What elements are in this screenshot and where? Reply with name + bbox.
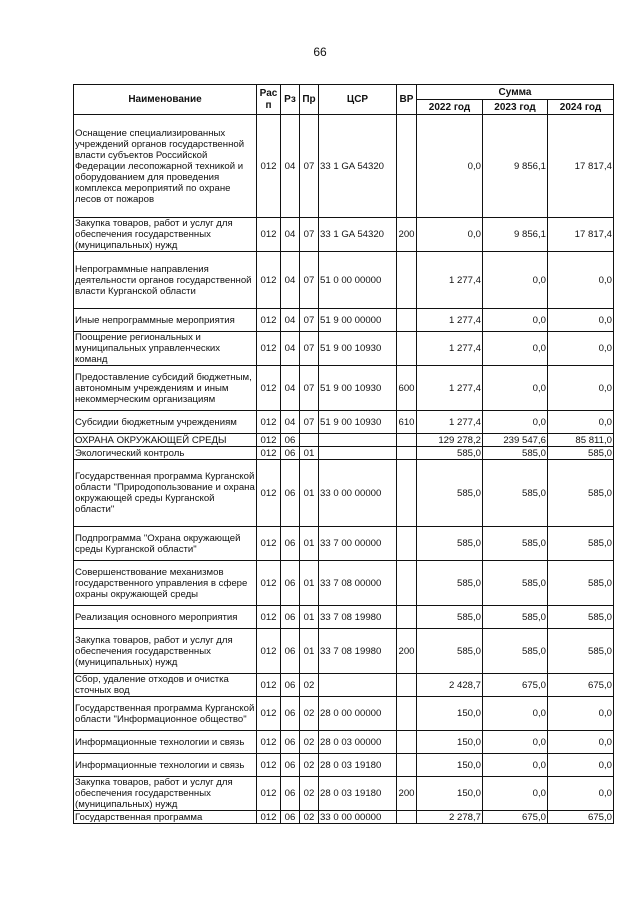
row-sum-2024: 0,0 xyxy=(548,366,614,411)
row-sum-2023: 239 547,6 xyxy=(483,434,548,447)
row-sum-2022: 2 278,7 xyxy=(417,811,483,824)
row-vr: 610 xyxy=(397,411,417,434)
row-vr xyxy=(397,674,417,697)
row-name: Государственная программа Курганской области "Природопользование и охрана окружающей среды Курганской области" xyxy=(74,460,257,527)
row-sum-2024: 17 817,4 xyxy=(548,115,614,218)
row-name: Информационные технологии и связь xyxy=(74,754,257,777)
row-rasp: 012 xyxy=(257,434,281,447)
row-name: Непрограммные направления деятельности органов государственной власти Курганской области xyxy=(74,252,257,309)
row-rz: 06 xyxy=(281,606,300,629)
row-csr: 28 0 03 00000 xyxy=(319,731,397,754)
row-pr: 07 xyxy=(300,309,319,332)
row-csr: 51 9 00 10930 xyxy=(319,332,397,366)
row-rz: 06 xyxy=(281,811,300,824)
row-sum-2022: 585,0 xyxy=(417,447,483,460)
row-vr xyxy=(397,434,417,447)
row-rz: 04 xyxy=(281,309,300,332)
row-sum-2022: 150,0 xyxy=(417,777,483,811)
header-pr: Пр xyxy=(300,85,319,115)
header-rasp-bottom: п xyxy=(265,99,272,111)
row-rasp: 012 xyxy=(257,309,281,332)
row-sum-2024: 85 811,0 xyxy=(548,434,614,447)
row-csr: 33 1 GA 54320 xyxy=(319,218,397,252)
row-vr xyxy=(397,460,417,527)
header-csr: ЦСР xyxy=(319,85,397,115)
header-rasp-top: Рас xyxy=(259,87,278,99)
row-sum-2024: 585,0 xyxy=(548,561,614,606)
row-name: Сбор, удаление отходов и очистка сточных вод xyxy=(74,674,257,697)
row-vr xyxy=(397,811,417,824)
row-vr xyxy=(397,527,417,561)
row-sum-2023: 675,0 xyxy=(483,811,548,824)
table-row xyxy=(74,309,614,332)
row-sum-2023: 585,0 xyxy=(483,606,548,629)
row-sum-2023: 0,0 xyxy=(483,731,548,754)
row-sum-2022: 150,0 xyxy=(417,697,483,731)
row-name: Информационные технологии и связь xyxy=(74,731,257,754)
table-header xyxy=(74,85,614,115)
row-name: Государственная программа Курганской области "Информационное общество" xyxy=(74,697,257,731)
row-rasp: 012 xyxy=(257,606,281,629)
row-sum-2024: 675,0 xyxy=(548,811,614,824)
header-rasp xyxy=(257,85,281,115)
row-sum-2022: 1 277,4 xyxy=(417,332,483,366)
row-rz: 06 xyxy=(281,777,300,811)
row-sum-2024: 0,0 xyxy=(548,697,614,731)
row-vr: 200 xyxy=(397,777,417,811)
row-csr: 51 9 00 10930 xyxy=(319,411,397,434)
row-rz: 04 xyxy=(281,252,300,309)
row-sum-2024: 0,0 xyxy=(548,252,614,309)
table-row xyxy=(74,366,614,411)
row-sum-2023: 0,0 xyxy=(483,697,548,731)
row-pr: 07 xyxy=(300,218,319,252)
row-sum-2023: 585,0 xyxy=(483,561,548,606)
row-pr: 02 xyxy=(300,754,319,777)
row-csr: 28 0 03 19180 xyxy=(319,777,397,811)
row-sum-2022: 585,0 xyxy=(417,460,483,527)
row-rasp: 012 xyxy=(257,811,281,824)
row-sum-2024: 0,0 xyxy=(548,332,614,366)
table-row xyxy=(74,527,614,561)
row-sum-2023: 9 856,1 xyxy=(483,218,548,252)
table-row xyxy=(74,629,614,674)
row-rz: 04 xyxy=(281,411,300,434)
row-sum-2024: 0,0 xyxy=(548,777,614,811)
row-csr: 28 0 00 00000 xyxy=(319,697,397,731)
row-pr: 01 xyxy=(300,527,319,561)
budget-table xyxy=(73,84,614,824)
table-row xyxy=(74,411,614,434)
row-name: Иные непрограммные мероприятия xyxy=(74,309,257,332)
row-pr: 01 xyxy=(300,460,319,527)
row-name: ОХРАНА ОКРУЖАЮЩЕЙ СРЕДЫ xyxy=(74,434,257,447)
header-name: Наименование xyxy=(74,85,257,115)
table-row xyxy=(74,561,614,606)
row-rasp: 012 xyxy=(257,332,281,366)
row-sum-2023: 585,0 xyxy=(483,447,548,460)
row-pr: 07 xyxy=(300,366,319,411)
row-sum-2023: 0,0 xyxy=(483,309,548,332)
row-csr: 33 7 08 19980 xyxy=(319,629,397,674)
row-pr: 01 xyxy=(300,629,319,674)
row-sum-2023: 9 856,1 xyxy=(483,115,548,218)
table-row xyxy=(74,731,614,754)
row-pr: 02 xyxy=(300,811,319,824)
row-rz: 06 xyxy=(281,434,300,447)
header-rz: Рз xyxy=(281,85,300,115)
row-pr: 02 xyxy=(300,777,319,811)
row-rz: 04 xyxy=(281,115,300,218)
row-sum-2022: 585,0 xyxy=(417,527,483,561)
row-name: Совершенствование механизмов государственного управления в сфере охраны окружающей среды xyxy=(74,561,257,606)
row-vr: 600 xyxy=(397,366,417,411)
row-pr xyxy=(300,434,319,447)
row-csr: 33 0 00 00000 xyxy=(319,460,397,527)
row-vr xyxy=(397,309,417,332)
row-sum-2023: 585,0 xyxy=(483,527,548,561)
table-row xyxy=(74,447,614,460)
row-sum-2023: 0,0 xyxy=(483,754,548,777)
row-csr: 33 7 08 00000 xyxy=(319,561,397,606)
row-csr: 33 0 00 00000 xyxy=(319,811,397,824)
row-rasp: 012 xyxy=(257,411,281,434)
row-vr xyxy=(397,447,417,460)
row-name: Предоставление субсидий бюджетным, автономным учреждениям и иным некоммерческим организациям xyxy=(74,366,257,411)
row-rasp: 012 xyxy=(257,447,281,460)
table-row xyxy=(74,777,614,811)
row-sum-2024: 585,0 xyxy=(548,629,614,674)
row-sum-2022: 1 277,4 xyxy=(417,366,483,411)
row-rasp: 012 xyxy=(257,527,281,561)
row-rz: 06 xyxy=(281,629,300,674)
row-sum-2022: 585,0 xyxy=(417,629,483,674)
row-csr: 33 7 08 19980 xyxy=(319,606,397,629)
row-sum-2022: 1 277,4 xyxy=(417,411,483,434)
row-vr xyxy=(397,332,417,366)
header-2023: 2023 год xyxy=(483,100,548,115)
row-pr: 07 xyxy=(300,411,319,434)
table-row xyxy=(74,252,614,309)
row-pr: 07 xyxy=(300,115,319,218)
row-vr xyxy=(397,697,417,731)
row-sum-2024: 585,0 xyxy=(548,460,614,527)
row-rz: 06 xyxy=(281,674,300,697)
row-name: Субсидии бюджетным учреждениям xyxy=(74,411,257,434)
row-sum-2024: 0,0 xyxy=(548,309,614,332)
row-sum-2022: 150,0 xyxy=(417,731,483,754)
row-vr xyxy=(397,561,417,606)
row-rz: 06 xyxy=(281,527,300,561)
row-rasp: 012 xyxy=(257,629,281,674)
table-row xyxy=(74,674,614,697)
table-row xyxy=(74,754,614,777)
row-rz: 06 xyxy=(281,447,300,460)
row-sum-2024: 585,0 xyxy=(548,447,614,460)
row-rz: 04 xyxy=(281,218,300,252)
row-pr: 01 xyxy=(300,606,319,629)
row-sum-2022: 585,0 xyxy=(417,606,483,629)
row-vr xyxy=(397,754,417,777)
row-sum-2022: 585,0 xyxy=(417,561,483,606)
row-rasp: 012 xyxy=(257,674,281,697)
row-sum-2023: 585,0 xyxy=(483,629,548,674)
row-rasp: 012 xyxy=(257,115,281,218)
table-row xyxy=(74,434,614,447)
row-name: Поощрение региональных и муниципальных управленческих команд xyxy=(74,332,257,366)
table-row xyxy=(74,460,614,527)
page-number: 66 xyxy=(313,45,327,59)
row-rz: 06 xyxy=(281,697,300,731)
row-rz: 04 xyxy=(281,332,300,366)
row-csr: 51 0 00 00000 xyxy=(319,252,397,309)
row-sum-2024: 0,0 xyxy=(548,411,614,434)
row-vr: 200 xyxy=(397,218,417,252)
row-name: Подпрограмма "Охрана окружающей среды Курганской области" xyxy=(74,527,257,561)
row-csr xyxy=(319,434,397,447)
row-sum-2022: 2 428,7 xyxy=(417,674,483,697)
row-pr: 01 xyxy=(300,447,319,460)
row-vr xyxy=(397,606,417,629)
row-rasp: 012 xyxy=(257,252,281,309)
row-rasp: 012 xyxy=(257,777,281,811)
row-sum-2024: 17 817,4 xyxy=(548,218,614,252)
row-sum-2023: 0,0 xyxy=(483,366,548,411)
row-rasp: 012 xyxy=(257,754,281,777)
row-vr: 200 xyxy=(397,629,417,674)
row-name: Государственная программа xyxy=(74,811,257,824)
row-rasp: 012 xyxy=(257,460,281,527)
table-row xyxy=(74,697,614,731)
row-pr: 07 xyxy=(300,332,319,366)
row-rasp: 012 xyxy=(257,697,281,731)
row-pr: 02 xyxy=(300,697,319,731)
row-name: Оснащение специализированных учреждений органов государственной власти субъектов Российской Федерации лесопожарной техникой и оборудованием для проведения комплекса мероприятий по охране лесов от пожаров xyxy=(74,115,257,218)
table-row xyxy=(74,811,614,824)
row-csr: 51 9 00 10930 xyxy=(319,366,397,411)
row-vr xyxy=(397,731,417,754)
row-rz: 06 xyxy=(281,561,300,606)
table-row xyxy=(74,115,614,218)
row-rasp: 012 xyxy=(257,218,281,252)
row-rz: 04 xyxy=(281,366,300,411)
row-csr xyxy=(319,447,397,460)
row-name: Закупка товаров, работ и услуг для обеспечения государственных (муниципальных) нужд xyxy=(74,777,257,811)
row-sum-2024: 675,0 xyxy=(548,674,614,697)
row-rz: 06 xyxy=(281,731,300,754)
row-sum-2022: 129 278,2 xyxy=(417,434,483,447)
row-name: Экологический контроль xyxy=(74,447,257,460)
row-name: Закупка товаров, работ и услуг для обеспечения государственных (муниципальных) нужд xyxy=(74,218,257,252)
row-sum-2022: 0,0 xyxy=(417,218,483,252)
row-pr: 02 xyxy=(300,674,319,697)
row-sum-2022: 150,0 xyxy=(417,754,483,777)
row-sum-2024: 585,0 xyxy=(548,606,614,629)
header-sum: Сумма xyxy=(417,85,614,100)
table-row xyxy=(74,218,614,252)
header-2024: 2024 год xyxy=(548,100,614,115)
row-sum-2024: 585,0 xyxy=(548,527,614,561)
table-row xyxy=(74,332,614,366)
row-sum-2023: 0,0 xyxy=(483,411,548,434)
row-csr: 51 9 00 00000 xyxy=(319,309,397,332)
row-sum-2022: 0,0 xyxy=(417,115,483,218)
row-csr: 33 7 00 00000 xyxy=(319,527,397,561)
row-name: Закупка товаров, работ и услуг для обеспечения государственных (муниципальных) нужд xyxy=(74,629,257,674)
row-name: Реализация основного мероприятия xyxy=(74,606,257,629)
row-rz: 06 xyxy=(281,754,300,777)
row-csr: 28 0 03 19180 xyxy=(319,754,397,777)
row-sum-2023: 0,0 xyxy=(483,777,548,811)
row-pr: 02 xyxy=(300,731,319,754)
header-vr: ВР xyxy=(397,85,417,115)
row-sum-2024: 0,0 xyxy=(548,731,614,754)
row-sum-2024: 0,0 xyxy=(548,754,614,777)
table-body xyxy=(74,115,614,824)
row-rasp: 012 xyxy=(257,731,281,754)
row-sum-2023: 0,0 xyxy=(483,252,548,309)
row-sum-2023: 675,0 xyxy=(483,674,548,697)
row-sum-2022: 1 277,4 xyxy=(417,252,483,309)
table-row xyxy=(74,606,614,629)
row-vr xyxy=(397,252,417,309)
row-pr: 01 xyxy=(300,561,319,606)
row-pr: 07 xyxy=(300,252,319,309)
row-rasp: 012 xyxy=(257,561,281,606)
row-csr xyxy=(319,674,397,697)
row-sum-2023: 585,0 xyxy=(483,460,548,527)
row-sum-2023: 0,0 xyxy=(483,332,548,366)
row-csr: 33 1 GA 54320 xyxy=(319,115,397,218)
header-2022: 2022 год xyxy=(417,100,483,115)
row-rz: 06 xyxy=(281,460,300,527)
row-sum-2022: 1 277,4 xyxy=(417,309,483,332)
row-rasp: 012 xyxy=(257,366,281,411)
row-vr xyxy=(397,115,417,218)
